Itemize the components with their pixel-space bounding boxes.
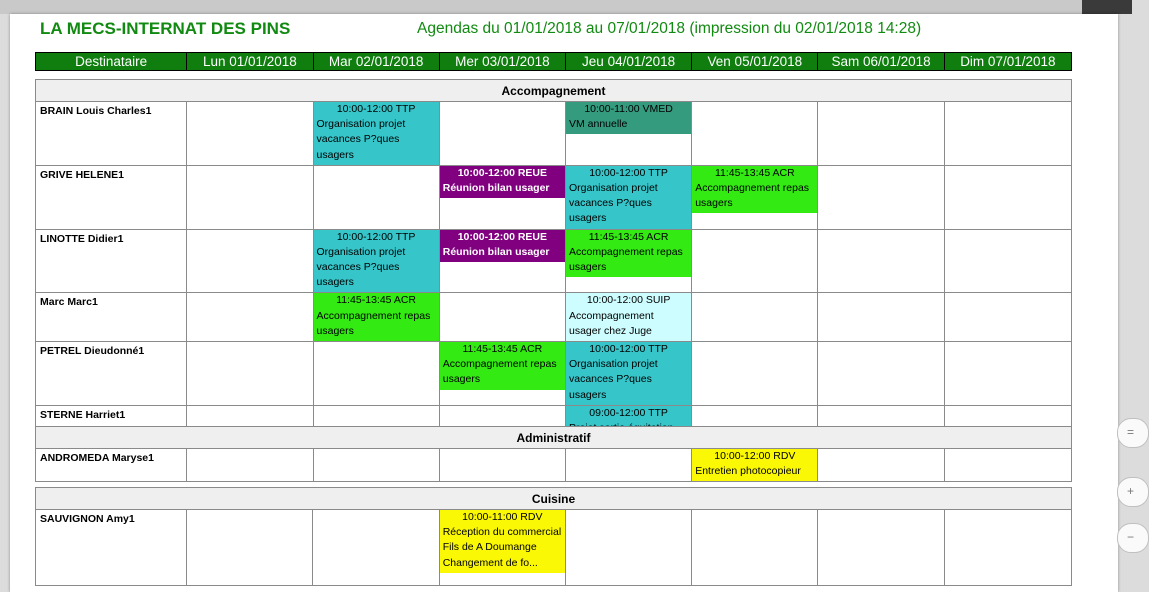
day-cell[interactable] xyxy=(439,229,565,293)
day-cell[interactable] xyxy=(818,342,944,406)
column-header: Dim 07/01/2018 xyxy=(944,53,1071,71)
day-cell[interactable] xyxy=(187,102,313,166)
day-cell[interactable] xyxy=(187,449,313,482)
appointment-time: 10:00-12:00 REUE xyxy=(457,166,548,179)
appointment-description: Organisation projet vacances P?ques usagers xyxy=(316,245,406,289)
day-cell[interactable] xyxy=(565,293,691,342)
recipient-name: GRIVE HELENE1 xyxy=(36,165,187,229)
column-header: Mer 03/01/2018 xyxy=(439,53,565,71)
column-header: Lun 01/01/2018 xyxy=(187,53,313,71)
appointment-description: Accompagnement repas usagers xyxy=(568,245,683,274)
appointment-time: 11:45-13:45 ACR xyxy=(588,230,669,243)
recipient-name: PETREL Dieudonné1 xyxy=(36,342,187,406)
day-cell[interactable] xyxy=(439,165,565,229)
appointment-time: 10:00-12:00 TTP xyxy=(336,230,416,243)
appointment-time: 10:00-12:00 SUIP xyxy=(586,294,671,307)
appointment-block[interactable] xyxy=(314,230,439,293)
column-header-row xyxy=(36,53,1072,71)
appointment-time: 10:00-12:00 TTP xyxy=(589,166,668,179)
recipient-name: LINOTTE Didier1 xyxy=(36,229,187,293)
appointment-time: 10:00-12:00 TTP xyxy=(589,343,668,356)
column-header: Sam 06/01/2018 xyxy=(818,53,944,71)
section-header-row xyxy=(36,80,1072,102)
agenda-row xyxy=(36,165,1072,229)
day-cell[interactable] xyxy=(565,342,691,406)
column-header: Mar 02/01/2018 xyxy=(313,53,439,71)
recipient-name: ANDROMEDA Maryse1 xyxy=(36,449,187,482)
day-cell[interactable] xyxy=(692,229,818,293)
appointment-block[interactable] xyxy=(566,102,691,134)
day-cell[interactable] xyxy=(439,449,565,482)
day-cell[interactable] xyxy=(439,102,565,166)
day-cell[interactable] xyxy=(565,102,691,166)
plus-icon: + xyxy=(1127,484,1135,498)
side-zoom-out-button[interactable] xyxy=(1117,523,1149,553)
appointment-time: 10:00-12:00 REUE xyxy=(457,230,548,243)
appointment-description: Accompagnement repas usagers xyxy=(695,182,810,210)
day-cell[interactable] xyxy=(944,449,1071,482)
appointment-time: 11:45-13:45 ACR xyxy=(714,166,795,179)
recipient-name: SAUVIGNON Amy1 xyxy=(36,510,187,586)
appointment-description: Organisation projet vacances P?ques usagers xyxy=(568,182,658,225)
day-cell[interactable] xyxy=(439,293,565,342)
appointment-description: Réception du commercial Fils de A Doumange Changement de fo... xyxy=(442,526,562,569)
appointment-description: Accompagnement usager chez Juge xyxy=(568,309,654,337)
appointment-time: 11:45-13:45 ACR xyxy=(336,294,417,307)
day-cell[interactable] xyxy=(313,449,439,482)
day-cell[interactable] xyxy=(187,229,313,293)
agenda-period: Agendas du 01/01/2018 au 07/01/2018 (impression du 02/01/2018 14:28) xyxy=(417,20,922,37)
recipient-name: Marc Marc1 xyxy=(36,293,187,342)
appointment-block[interactable] xyxy=(692,166,817,214)
appointment-time: 10:00-12:00 RDV xyxy=(714,450,796,462)
agenda-row xyxy=(36,102,1072,166)
appointment-description: Entretien photocopieur xyxy=(695,465,801,478)
day-cell[interactable] xyxy=(818,293,944,342)
appointment-time: 11:45-13:45 ACR xyxy=(462,343,543,356)
day-cell[interactable] xyxy=(313,293,439,342)
day-cell[interactable] xyxy=(692,510,818,586)
day-cell[interactable] xyxy=(187,293,313,342)
day-cell[interactable] xyxy=(944,510,1071,586)
window-corner xyxy=(1082,0,1132,14)
appointment-block[interactable] xyxy=(566,166,691,229)
day-cell[interactable] xyxy=(944,293,1071,342)
appointment-description: Accompagnement repas usagers xyxy=(316,309,431,337)
section-title: Administratif xyxy=(36,427,1072,449)
agenda-row xyxy=(36,342,1072,406)
day-cell[interactable] xyxy=(818,449,944,482)
column-header: Ven 05/01/2018 xyxy=(692,53,818,71)
appointment-block[interactable] xyxy=(566,342,691,405)
day-cell[interactable] xyxy=(944,165,1071,229)
appointment-block[interactable] xyxy=(440,166,565,198)
appointment-time: 10:00-12:00 TTP xyxy=(336,103,416,115)
appointment-description: Réunion bilan usager xyxy=(442,245,550,258)
appointment-description: Organisation projet vacances P?ques usagers xyxy=(316,118,406,161)
agenda-row xyxy=(36,510,1072,586)
day-cell[interactable] xyxy=(565,449,691,482)
day-cell[interactable] xyxy=(439,510,565,586)
appointment-block[interactable] xyxy=(692,449,817,481)
agenda-row xyxy=(36,229,1072,293)
section-header-row xyxy=(36,427,1072,449)
appointment-description: Réunion bilan usager xyxy=(442,182,550,195)
day-cell[interactable] xyxy=(187,342,313,406)
day-cell[interactable] xyxy=(313,510,439,586)
day-cell[interactable] xyxy=(944,229,1071,293)
column-header: Jeu 04/01/2018 xyxy=(565,53,691,71)
handle-icon: = xyxy=(1127,425,1135,439)
day-cell[interactable] xyxy=(439,342,565,406)
day-cell[interactable] xyxy=(818,510,944,586)
section-title: Accompagnement xyxy=(36,80,1072,102)
day-cell[interactable] xyxy=(313,165,439,229)
organisation-title: LA MECS-INTERNAT DES PINS xyxy=(40,19,291,38)
agenda-row xyxy=(36,449,1072,482)
appointment-description: VM annuelle xyxy=(568,118,628,131)
appointment-description: Accompagnement repas usagers xyxy=(442,358,557,386)
recipient-name: STERNE Harriet1 xyxy=(36,405,187,438)
appointment-block[interactable] xyxy=(440,230,565,262)
recipient-name: BRAIN Louis Charles1 xyxy=(36,102,187,166)
day-cell[interactable] xyxy=(313,229,439,293)
appointment-time: 10:00-11:00 RDV xyxy=(462,511,543,523)
day-cell[interactable] xyxy=(818,229,944,293)
day-cell[interactable] xyxy=(187,510,313,586)
window-top-bar xyxy=(0,0,1132,14)
day-cell[interactable] xyxy=(692,449,818,482)
appointment-block[interactable] xyxy=(440,510,565,573)
day-cell[interactable] xyxy=(565,229,691,293)
day-cell[interactable] xyxy=(187,165,313,229)
appointment-block[interactable] xyxy=(440,342,565,390)
day-cell[interactable] xyxy=(818,165,944,229)
appointment-block[interactable] xyxy=(314,102,439,165)
appointment-time: 10:00-11:00 VMED xyxy=(584,103,673,115)
day-cell[interactable] xyxy=(692,102,818,166)
day-cell[interactable] xyxy=(692,165,818,229)
appointment-block[interactable] xyxy=(566,293,691,341)
day-cell[interactable] xyxy=(818,102,944,166)
day-cell[interactable] xyxy=(313,102,439,166)
appointment-block[interactable] xyxy=(314,293,439,341)
day-cell[interactable] xyxy=(565,165,691,229)
side-zoom-in-button[interactable] xyxy=(1117,477,1149,507)
column-header: Destinataire xyxy=(36,53,187,71)
day-cell[interactable] xyxy=(692,293,818,342)
section-administratif xyxy=(35,426,1072,482)
agenda-row xyxy=(36,293,1072,342)
side-scroll-handle[interactable] xyxy=(1117,418,1149,448)
appointment-block[interactable] xyxy=(566,230,691,278)
day-cell[interactable] xyxy=(692,342,818,406)
appointment-description: Organisation projet vacances P?ques usagers xyxy=(568,358,658,401)
minus-icon: − xyxy=(1127,530,1135,544)
section-title: Cuisine xyxy=(36,488,1072,510)
day-cell[interactable] xyxy=(565,510,691,586)
day-cell[interactable] xyxy=(313,342,439,406)
day-cell[interactable] xyxy=(944,342,1071,406)
agenda-header-table xyxy=(35,52,1072,71)
section-header-row xyxy=(36,488,1072,510)
appointment-time: 09:00-12:00 TTP xyxy=(589,406,668,419)
section-accompagnement xyxy=(35,79,1072,439)
day-cell[interactable] xyxy=(944,102,1071,166)
section-cuisine xyxy=(35,487,1072,586)
